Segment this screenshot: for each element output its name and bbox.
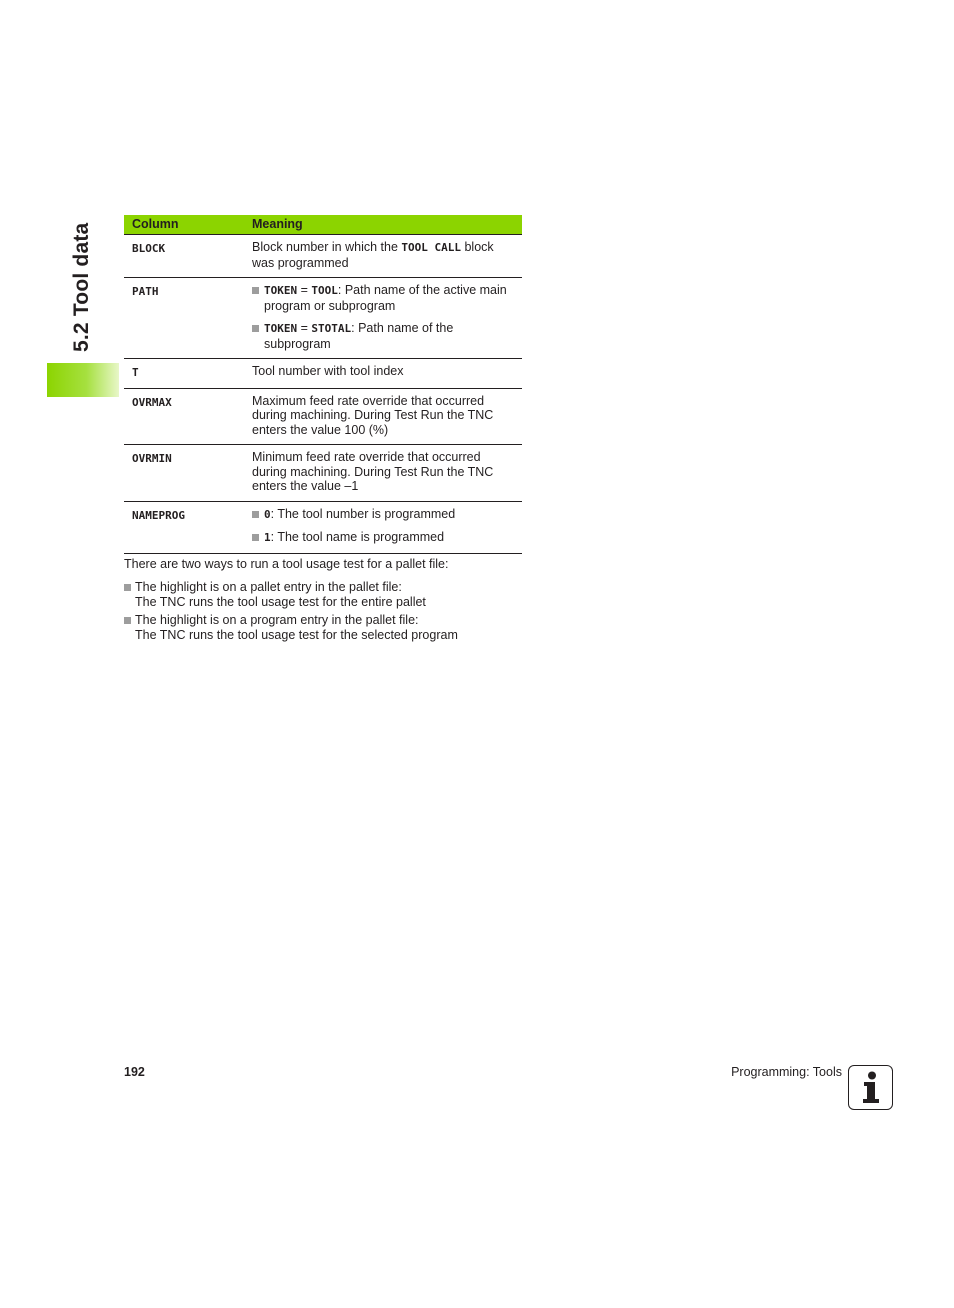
column-name: T: [132, 366, 139, 379]
column-name: NAMEPROG: [132, 508, 185, 522]
list-item-line: The TNC runs the tool usage test for the selected program: [135, 627, 458, 642]
bullet-square-icon: [252, 511, 259, 518]
footer-section-title: Programming: Tools: [731, 1065, 842, 1079]
bullet-square-icon: [252, 325, 259, 332]
table-row-nameprog: [124, 501, 522, 553]
tool-data-table: [124, 215, 522, 554]
list-item: [124, 613, 544, 642]
meaning-header: Meaning: [244, 215, 522, 235]
column-name: PATH: [132, 285, 159, 298]
bullet-square-icon: [252, 287, 259, 294]
table-row-ovrmin: [124, 445, 522, 502]
bullet-square-icon: [124, 584, 131, 591]
column-name: OVRMAX: [132, 395, 172, 409]
list-item: 1: The tool name is programmed: [252, 530, 514, 546]
table-row-block: [124, 235, 522, 278]
table-row-t: [124, 359, 522, 389]
list-item: TOKEN = STOTAL: Path name of the subprogram: [252, 321, 514, 351]
table-header-row: [124, 215, 522, 235]
section-title-vertical: 5.2 Tool data: [70, 222, 93, 352]
list-item-line: The highlight is on a pallet entry in the pallet file:: [135, 580, 402, 594]
list-item: TOKEN = TOOL: Path name of the active main program or subprogram: [252, 283, 514, 313]
info-icon: [848, 1065, 893, 1110]
column-header: Column: [124, 215, 244, 235]
list-item: [124, 580, 544, 609]
table-row-ovrmax: [124, 388, 522, 445]
intro-paragraph: There are two ways to run a tool usage test for a pallet file:: [124, 557, 449, 571]
bullet-square-icon: [252, 534, 259, 541]
meaning-cell: Tool number with tool index: [244, 359, 522, 389]
table-row-path: [124, 278, 522, 359]
pallet-test-list: [124, 580, 544, 642]
meaning-cell: Block number in which the TOOL CALL block was programmed: [244, 235, 522, 278]
list-item-line: The TNC runs the tool usage test for the entire pallet: [135, 594, 426, 609]
column-name: BLOCK: [132, 242, 166, 255]
meaning-cell: [244, 278, 522, 359]
meaning-cell: Minimum feed rate override that occurred during machining. During Test Run the TNC enters the value –1: [244, 445, 522, 502]
meaning-cell: Maximum feed rate override that occurred during machining. During Test Run the TNC enters the value 100 (%): [244, 388, 522, 445]
bullet-square-icon: [124, 617, 131, 624]
list-item: 0: The tool number is programmed: [252, 507, 514, 523]
column-name: OVRMIN: [132, 452, 172, 465]
list-item-line: The highlight is on a program entry in the pallet file:: [135, 613, 419, 627]
page-number: 192: [124, 1065, 145, 1079]
section-tab-marker: [47, 363, 119, 397]
meaning-cell: [244, 501, 522, 553]
